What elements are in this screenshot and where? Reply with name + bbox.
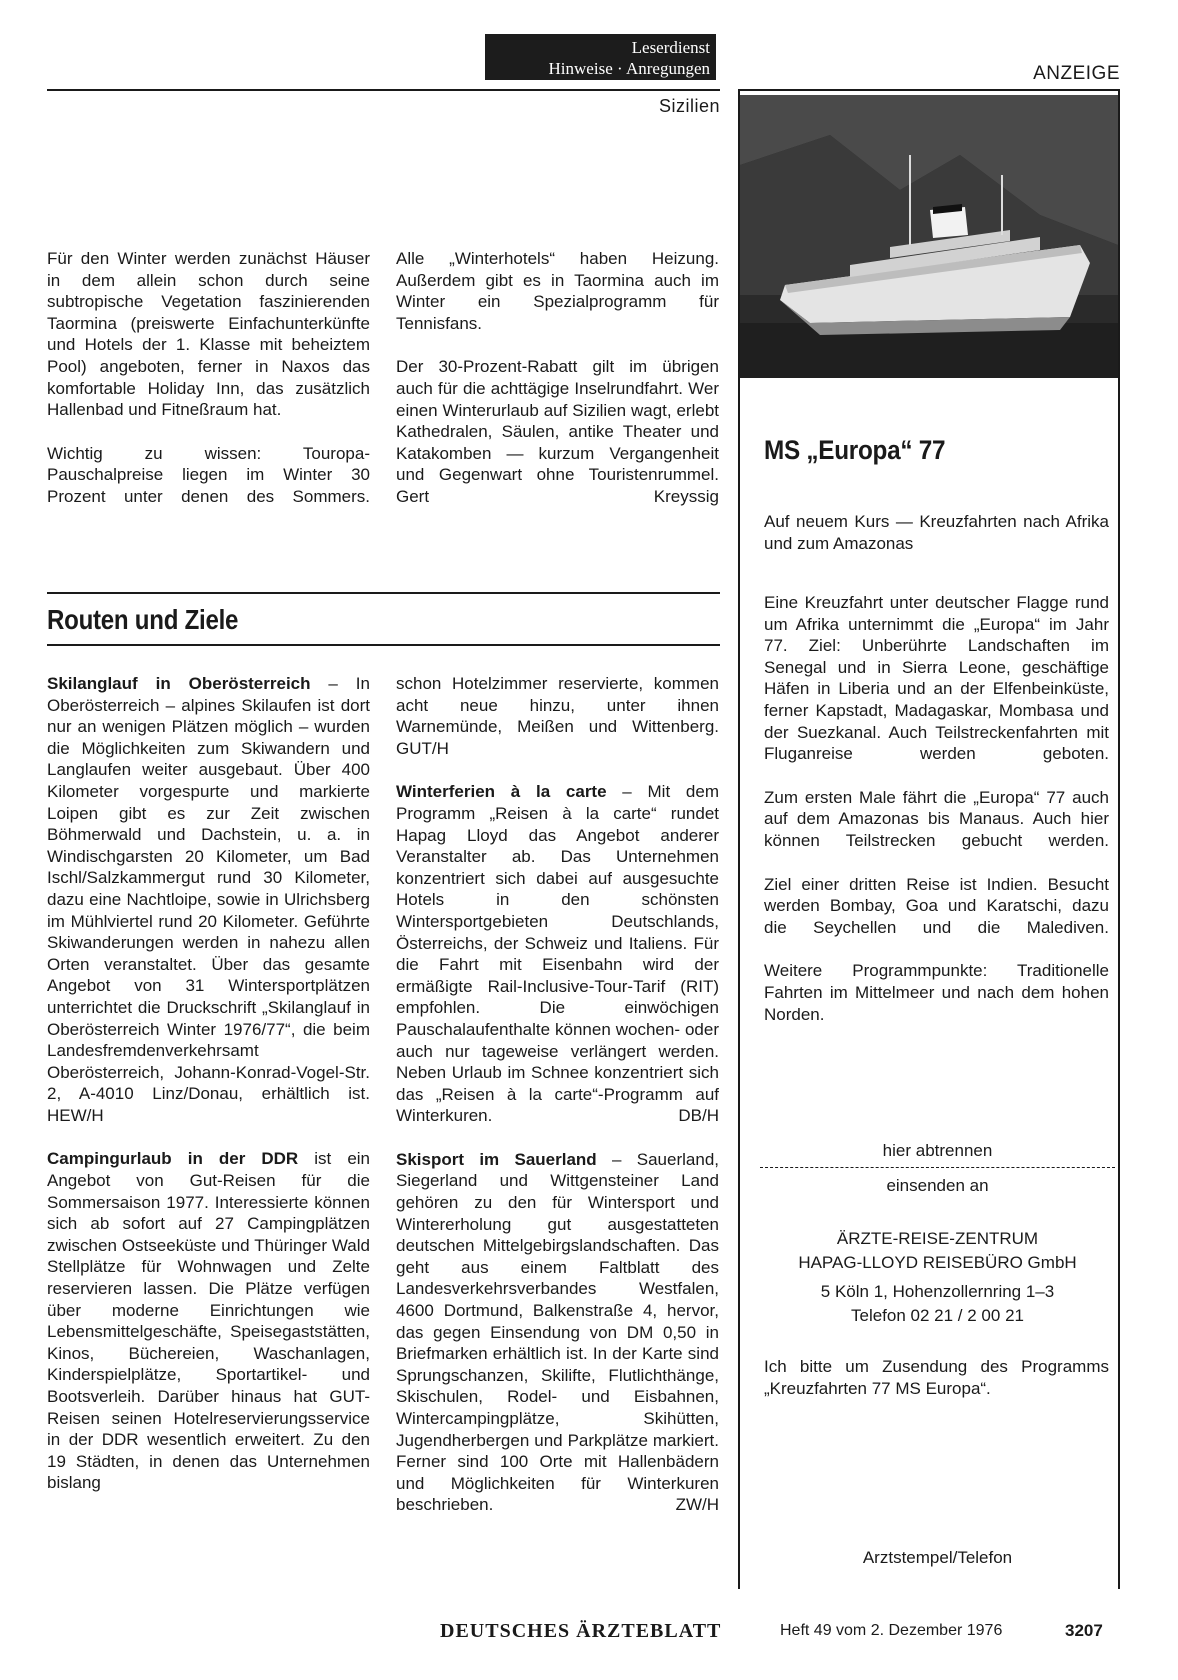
coupon-address-4: Telefon 02 21 / 2 00 21 <box>851 1306 1024 1325</box>
ship-photo <box>740 95 1118 378</box>
paragraph: Ziel einer dritten Reise ist Indien. Besucht werden Bombay, Goa und Karatschi, dazu die Seychellen und die Malediven. <box>764 874 1109 937</box>
header-rule <box>47 89 720 91</box>
sizilien-column-2 <box>396 248 719 530</box>
ad-frame-right <box>1118 89 1120 1589</box>
ad-subtitle: Auf neuem Kurs — Kreuzfahrten nach Afrika und zum Amazonas <box>764 512 1109 553</box>
article-text: schon Hotelzimmer reservierte, kommen acht neue hinzu, unter ihnen Warnemünde, Meißen und Wittenberg. GUT/H <box>396 674 719 758</box>
sizilien-column-1 <box>47 248 370 530</box>
footer-page-number: 3207 <box>1065 1621 1103 1640</box>
article <box>396 1149 719 1516</box>
article-lead: Campingurlaub in der DDR <box>47 1149 299 1169</box>
coupon-send-label: einsenden an <box>886 1176 989 1195</box>
ship-photo-graphic <box>740 95 1118 378</box>
article-text: ist ein Angebot von Gut-Reisen für die Sommersaison 1977. Interessierte können sich ab sofort auf 27 Campingplätzen zwischen Ostseeküste und Thüringer Wald Stellplätze für Wohnwagen und Zelte reservieren lassen. Die Plätze verfügen über moderne Einrichtungen wie Lebensmittelgeschäfte, Speisegaststätten, Kinos, Büchereien, Waschanlagen, Kinderspielplätze, Sportartikel- und Bootsverleih. Darüber hinaus hat GUT-Reisen seinen Hotelreservierungsservice in der DDR wesentlich erweitert. Zu den 19 Städten, in denen das Unternehmen bislang <box>47 1149 371 1493</box>
footer-issue: Heft 49 vom 2. Dezember 1976 <box>780 1622 1003 1639</box>
ad-title: MS „Europa“ 77 <box>764 435 946 465</box>
article-lead: Winterferien à la carte <box>396 782 607 802</box>
article <box>396 781 719 1127</box>
section-rule-top <box>47 592 720 594</box>
coupon-request: Ich bitte um Zusendung des Programms „Kreuzfahrten 77 MS Europa“. <box>764 1357 1109 1398</box>
article-text: – Mit dem Programm „Reisen à la carte“ rundet Hapag Lloyd das Angebot anderer Veranstalter ab. Das Unternehmen konzentriert sich dabei auf ausgesuchte Hotels in den schönsten Wintersportgebieten Deutschlands, Österreichs, der Schweiz und Italiens. Für die Fahrt mit Eisenbahn wird der ermäßigte Rail-Inclusive-Tour-Tarif (RIT) empfohlen. Die einwöchigen Pauschalaufenthalte können wochen- oder auch nur tageweise verlängert werden. Neben Urlaub im Schnee konzentriert sich das „Reisen à la carte“-Programm auf Winterkuren. DB/H <box>396 782 719 1126</box>
paragraph: Alle „Winterhotels“ haben Heizung. Außerdem gibt es in Taormina auch im Winter ein Spezialprogramm für Tennisfans. <box>396 249 719 333</box>
ad-frame-top <box>738 89 1120 91</box>
section-rule-bottom <box>47 644 720 646</box>
article-text: – Sauerland, Siegerland und Wittgensteiner Land gehören zu den für Wintersport und Wintererholung gut ausgestatteten deutschen Mittelgebirgslandschaften. Das geht aus einem Faltblatt des Landesverkehrsverbandes Westfalen, 4600 Dortmund, Balkenstraße 4, hervor, das gegen Einsendung von DM 0,50 in Briefmarken erhältlich ist. In der Karte sind Sprungschanzen, Skilifte, Flutlichthänge, Skischulen, Rodel- und Eisbahnen, Wintercampingplätze, Skihütten, Jugendherbergen und Parkplätze markiert. Ferner sind 100 Orte mit Hallenbädern und Möglichkeiten für Winterkuren beschrieben. ZW/H <box>396 1149 719 1515</box>
coupon-cut-line <box>760 1167 1115 1168</box>
section-title: Routen und Ziele <box>47 604 239 635</box>
paragraph: Zum ersten Male fährt die „Europa“ 77 auch auf dem Amazonas bis Manaus. Auch hier können Teilstrecken gebucht werden. <box>764 787 1109 850</box>
article <box>47 1148 370 1494</box>
article-lead: Skilanglauf in Oberösterreich <box>47 674 311 693</box>
ad-body <box>764 592 1109 1047</box>
routen-column-2 <box>396 673 719 1538</box>
section-label-box <box>485 34 716 80</box>
coupon-stamp-label: Arztstempel/Telefon <box>862 1548 1013 1567</box>
paragraph: Für den Winter werden zunächst Häuser in dem allein schon durch seine subtropische Vegetation faszinierenden Taormina (preiswerte Einfachunterkünfte und Hotels der 1. Klasse mit beheiztem Pool) angeboten, ferner in Naxos das komfortable Holiday Inn, das zusätzlich Hallenbad und Fitneßraum hat. <box>47 249 370 420</box>
advert-label: ANZEIGE <box>1033 63 1120 84</box>
coupon-address-2: HAPAG-LLOYD REISEBÜRO GmbH <box>798 1253 1077 1272</box>
article-lead: Skisport im Sauerland <box>396 1149 597 1169</box>
routen-column-1 <box>47 673 370 1516</box>
paragraph: Der 30-Prozent-Rabatt gilt im übrigen auch für die achttägige Inselrundfahrt. Wer einen Winterurlaub auf Sizilien wagt, erlebt Kathedralen, Säulen, antike Theater und Katakomben — kurzum Vergangenheit und Gegenwart ohne Touristenrummel. Gert Kreyssig <box>396 357 719 506</box>
paragraph: Wichtig zu wissen: Touropa-Pauschalpreise liegen im Winter 30 Prozent unter denen des Sommers. <box>47 443 370 506</box>
coupon-address-1: ÄRZTE-REISE-ZENTRUM <box>836 1229 1039 1248</box>
section-label-line2: Hinweise · Anregungen <box>548 59 710 78</box>
article-text: – In Oberösterreich – alpines Skilaufen ist dort nur an wenigen Plätzen möglich – wurden die Möglichkeiten zum Skiwandern und Langlaufen weiter ausgebaut. Über 400 Kilometer vorgespurte und markierte Loipen gibt es zur Zeit zwischen Böhmerwald und Dachstein, u. a. in Windischgarsten 20 Kilometer, um Bad Ischl/Salzkammergut rund 30 Kilometer, dazu eine Nachtloipe, sowie in Ulrichsberg im Mühlviertel rund 20 Kilometer. Geführte Skiwanderungen werden in nahezu allen Orten veranstaltet. Über das gesamte Angebot von 31 Wintersportplätzen unterrichtet die Druckschrift „Skilanglauf in Oberösterreich Winter 1976/77“, die beim Landesfremdenverkehrsamt Oberösterreich, Johann-Konrad-Vogel-Str. 2, A-4010 Linz/Donau, erhältlich ist. HEW/H <box>47 674 370 1125</box>
paragraph: Weitere Programmpunkte: Traditionelle Fahrten im Mittelmeer und nach dem hohen Norden. <box>764 961 1109 1024</box>
paragraph: Eine Kreuzfahrt unter deutscher Flagge rund um Afrika unternimmt die „Europa“ im Jahr 77. Ziel: Unberührte Landschaften im Senegal und in Sierra Leone, geschäftige Häfen in Liberia und an der Elfenbeinküste, ferner Kapstadt, Madagaskar, Mombasa und der Suezkanal. Auch Teilstreckenfahrten mit Fluganreise werden geboten. <box>764 593 1109 764</box>
article <box>396 673 719 759</box>
section-label-line1: Leserdienst <box>631 38 710 57</box>
coupon-address-3: 5 Köln 1, Hohenzollernring 1–3 <box>820 1282 1055 1301</box>
coupon-cut-label: hier abtrennen <box>882 1141 993 1160</box>
footer-journal-name: DEUTSCHES ÄRZTEBLATT <box>440 1620 722 1642</box>
topic-label: Sizilien <box>658 96 720 116</box>
article <box>47 673 370 1126</box>
